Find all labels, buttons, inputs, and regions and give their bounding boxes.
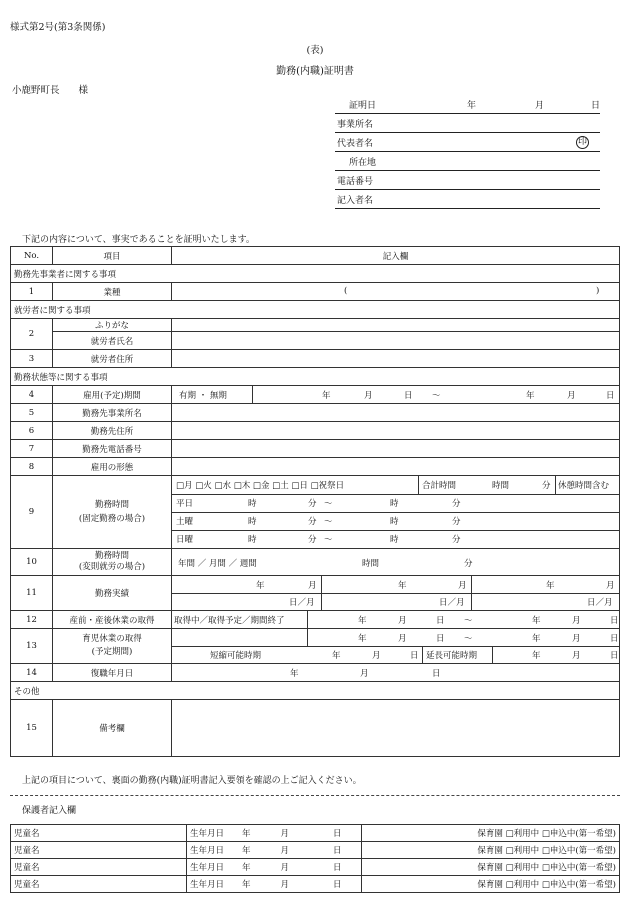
cert-month: 月 [535,101,545,111]
row-item [53,629,172,664]
fixed-term-choice[interactable]: 有期 ・ 無期 [179,391,227,401]
sunday-end-hour: 時 [390,535,399,545]
extend-label: 延長可能時期 [426,651,478,661]
row-no: 7 [11,440,53,458]
table-row [11,576,620,611]
birthdate-field[interactable] [187,859,362,876]
child-name-label: 児童名 [14,829,40,839]
page-title: 勤務(内職)証明書 [276,66,354,77]
maternity-to-month: 月 [572,616,581,626]
cert-date-row[interactable] [335,95,600,114]
nursery-label: 保育園 [477,829,503,839]
maternity-from-day: 日 [436,616,445,626]
record3-days: 日／月 [587,598,613,608]
table-row [11,476,620,549]
row-no: 14 [11,664,53,682]
table-row [11,404,620,422]
record1-year: 年 [256,581,265,591]
childcare-from-day: 日 [436,634,445,644]
return-day: 日 [432,669,441,679]
cert-day: 日 [591,101,601,111]
r13-item-2: (予定期間) [91,647,133,657]
extend-year: 年 [532,651,541,661]
nursery-field[interactable] [362,876,620,893]
cert-phone-row[interactable] [335,171,600,190]
row-item: 備考欄 [53,700,172,757]
birth-month: 月 [280,880,290,890]
industry-field[interactable] [172,283,620,301]
workplace-address-field[interactable] [172,422,620,440]
cert-writer-label: 記入者名 [337,196,374,206]
addressee: 小鹿野町長 様 [12,85,89,96]
sunday-label: 日曜 [176,535,194,545]
row-item: 雇用の形態 [53,458,172,476]
total-hours-unit: 時間 [492,481,510,491]
row-item: 勤務実績 [53,576,172,611]
row-no: 15 [11,700,53,757]
table-row [11,283,620,301]
from-year: 年 [322,391,331,401]
birth-month: 月 [280,863,290,873]
child-name-field[interactable] [11,859,187,876]
shorten-day: 日 [410,651,419,661]
weekday-end-min: 分 [452,499,461,509]
weekday-label: 平日 [176,499,194,509]
row-item: ふりがな [53,319,172,332]
extend-day: 日 [610,651,619,661]
cert-rep-label: 代表者名 [337,139,374,149]
furigana-field[interactable] [172,319,620,332]
cert-address-row[interactable] [335,152,600,171]
nursery-field[interactable] [362,842,620,859]
birth-month: 月 [280,846,290,856]
child-name-label: 児童名 [14,880,40,890]
child-name-field[interactable] [11,825,187,842]
weekday-end-hour: 時 [390,499,399,509]
maternity-to-day: 日 [610,616,619,626]
nursery-label: 保育園 [477,863,503,873]
table-row [11,876,620,893]
from-day: 日 [404,391,413,401]
section-employer: 勤務先事業者に関する事項 [11,265,620,283]
using-checkbox[interactable]: □利用中 [505,880,540,890]
birth-day: 日 [333,863,342,873]
worker-name-field[interactable] [172,332,620,350]
table-row [11,319,620,332]
table-row [11,422,620,440]
maternity-to-year: 年 [532,616,541,626]
childcare-from-month: 月 [398,634,407,644]
r9-item-1: 勤務時間 [94,500,129,510]
certifier-block [335,95,600,210]
child-name-field[interactable] [11,842,187,859]
guardian-section-title: 保護者記入欄 [22,806,77,816]
childcare-to-year: 年 [532,634,541,644]
nursery-field[interactable] [362,859,620,876]
table-row [11,611,620,629]
r9-item-2: (固定勤務の場合) [78,514,146,524]
birth-label: 生年月日 [190,880,225,890]
period-tilde: 〜 [432,391,441,401]
cert-office-label: 事業所名 [337,120,374,130]
row-no: 6 [11,422,53,440]
table-row [11,549,620,576]
shorten-year: 年 [332,651,341,661]
table-row [11,629,620,664]
using-checkbox[interactable]: □利用中 [505,863,540,873]
nursery-field[interactable] [362,825,620,842]
sunday-start-hour: 時 [248,535,257,545]
intro-text: 下記の内容について、事実であることを証明いたします。 [22,235,255,245]
employment-period-field[interactable] [172,386,620,404]
applying-checkbox[interactable]: □申込中(第一希望) [541,880,616,890]
record1-month: 月 [308,581,317,591]
table-row [11,664,620,682]
period-choice[interactable]: 年間 ／ 月間 ／ 週間 [178,559,257,569]
nursery-label: 保育園 [477,846,503,856]
row-item: 勤務先住所 [53,422,172,440]
maternity-from-month: 月 [398,616,407,626]
shorten-month: 月 [372,651,381,661]
shorten-label: 短縮可能時期 [210,651,262,661]
weekday-start-hour: 時 [248,499,257,509]
birth-year: 年 [242,880,251,890]
childcare-to-month: 月 [572,634,581,644]
return-month: 月 [360,669,369,679]
row-no: 13 [11,629,53,664]
childcare-tilde: 〜 [464,634,473,644]
weekday-tilde: 〜 [324,499,333,509]
sunday-end-min: 分 [452,535,461,545]
cert-rep-row[interactable] [335,133,600,152]
cert-date-label: 証明日 [349,101,377,111]
row-item: 就労者住所 [53,350,172,368]
table-row [11,386,620,404]
row-item: 復職年月日 [53,664,172,682]
workplace-name-field[interactable] [172,404,620,422]
to-day: 日 [606,391,615,401]
saturday-tilde: 〜 [324,517,333,527]
form-number: 様式第2号(第3条関係) [10,22,106,33]
applying-checkbox[interactable]: □申込中(第一希望) [541,846,616,856]
birthdate-field[interactable] [187,842,362,859]
birthdate-field[interactable] [187,876,362,893]
birth-label: 生年月日 [190,863,225,873]
section-employment: 勤務状態等に関する事項 [11,368,620,386]
table-row [11,700,620,757]
to-month: 月 [567,391,576,401]
birth-month: 月 [280,829,290,839]
child-name-label: 児童名 [14,863,40,873]
row-no: 10 [11,549,53,576]
saturday-end-min: 分 [452,517,461,527]
cert-phone-label: 電話番号 [337,177,374,187]
weekday-checkboxes[interactable]: □月 □火 □水 □木 □金 □土 □日 □祝祭日 [176,481,345,491]
row-no: 5 [11,404,53,422]
maternity-tilde: 〜 [464,616,473,626]
cert-address-label: 所在地 [349,158,377,168]
row-item: 勤務先事業所名 [53,404,172,422]
to-year: 年 [526,391,535,401]
table-row [11,825,620,842]
row-item: 産前・産後休業の取得 [53,611,172,629]
applying-checkbox[interactable]: □申込中(第一希望) [541,863,616,873]
remarks-field[interactable] [172,700,620,757]
row-item [53,476,172,549]
table-row [11,332,620,350]
r13-item-1: 育児休業の取得 [82,634,142,644]
section-other: その他 [11,682,620,700]
r10-item-2: (変則就労の場合) [78,562,146,572]
birth-label: 生年月日 [190,829,225,839]
childcare-from-year: 年 [358,634,367,644]
col-no: No. [11,247,53,265]
cert-year: 年 [467,101,477,111]
row-item [53,549,172,576]
using-checkbox[interactable]: □利用中 [505,846,540,856]
applying-checkbox[interactable]: □申込中(第一希望) [541,829,616,839]
table-header-row [11,247,620,265]
sunday-start-min: 分 [308,535,317,545]
seal-mark: 印 [577,137,587,147]
row-no: 3 [11,350,53,368]
col-item: 項目 [53,247,172,265]
record3-year: 年 [546,581,555,591]
using-checkbox[interactable]: □利用中 [505,829,540,839]
return-year: 年 [290,669,299,679]
workplace-phone-field[interactable] [172,440,620,458]
birth-label: 生年月日 [190,846,225,856]
paren-close: ) [596,286,600,296]
maternity-status-choice[interactable]: 取得中／取得予定／期間終了 [174,616,285,626]
table-row [11,350,620,368]
childcare-leave-field[interactable] [172,629,620,664]
childcare-to-day: 日 [610,634,619,644]
total-min-unit: 分 [542,481,551,491]
section-worker: 就労者に関する事項 [11,301,620,319]
record2-month: 月 [458,581,467,591]
birth-day: 日 [333,880,342,890]
return-date-field[interactable] [172,664,620,682]
record1-days: 日／月 [289,598,315,608]
variable-hours-unit: 時間 [362,559,380,569]
birth-day: 日 [333,829,342,839]
row-item: 業種 [53,283,172,301]
maternity-leave-field[interactable] [172,611,620,629]
work-record-field[interactable] [172,576,620,611]
r10-item-1: 勤務時間 [94,551,129,561]
child-name-field[interactable] [11,876,187,893]
cut-line [10,795,620,796]
saturday-end-hour: 時 [390,517,399,527]
extend-month: 月 [572,651,581,661]
birth-year: 年 [242,829,251,839]
worker-address-field[interactable] [172,350,620,368]
certificate-table [10,246,620,757]
row-no: 8 [11,458,53,476]
saturday-start-min: 分 [308,517,317,527]
fixed-hours-field[interactable] [172,476,620,549]
record2-year: 年 [398,581,407,591]
variable-min-unit: 分 [464,559,473,569]
instruction-note: 上記の項目について、裏面の勤務(内職)証明書記入要領を確認の上ご記入ください。 [22,776,362,786]
record2-days: 日／月 [439,598,465,608]
table-row [11,458,620,476]
birth-day: 日 [333,846,342,856]
row-item: 勤務先電話番号 [53,440,172,458]
total-hours-label: 合計時間 [422,481,457,491]
maternity-from-year: 年 [358,616,367,626]
weekday-start-min: 分 [308,499,317,509]
saturday-label: 土曜 [176,517,194,527]
sunday-tilde: 〜 [324,535,333,545]
employment-type-field[interactable] [172,458,620,476]
birthdate-field[interactable] [187,825,362,842]
birth-year: 年 [242,863,251,873]
row-no: 12 [11,611,53,629]
variable-hours-field[interactable] [172,549,620,576]
cert-writer-row[interactable] [335,190,600,209]
row-no: 2 [11,319,53,350]
col-entry: 記入欄 [172,247,620,265]
row-no: 9 [11,476,53,549]
record3-month: 月 [606,581,615,591]
row-item: 就労者氏名 [53,332,172,350]
nursery-label: 保育園 [477,880,503,890]
from-month: 月 [364,391,373,401]
child-name-label: 児童名 [14,846,40,856]
row-no: 11 [11,576,53,611]
table-row [11,859,620,876]
cert-office-row[interactable] [335,114,600,133]
front-side-label: (表) [306,45,324,56]
row-no: 1 [11,283,53,301]
break-included-label: 休憩時間含む [558,481,610,491]
paren-open: ( [344,286,348,296]
table-row [11,842,620,859]
row-item: 雇用(予定)期間 [53,386,172,404]
row-no: 4 [11,386,53,404]
guardian-table [10,824,620,893]
table-row [11,440,620,458]
saturday-start-hour: 時 [248,517,257,527]
birth-year: 年 [242,846,251,856]
